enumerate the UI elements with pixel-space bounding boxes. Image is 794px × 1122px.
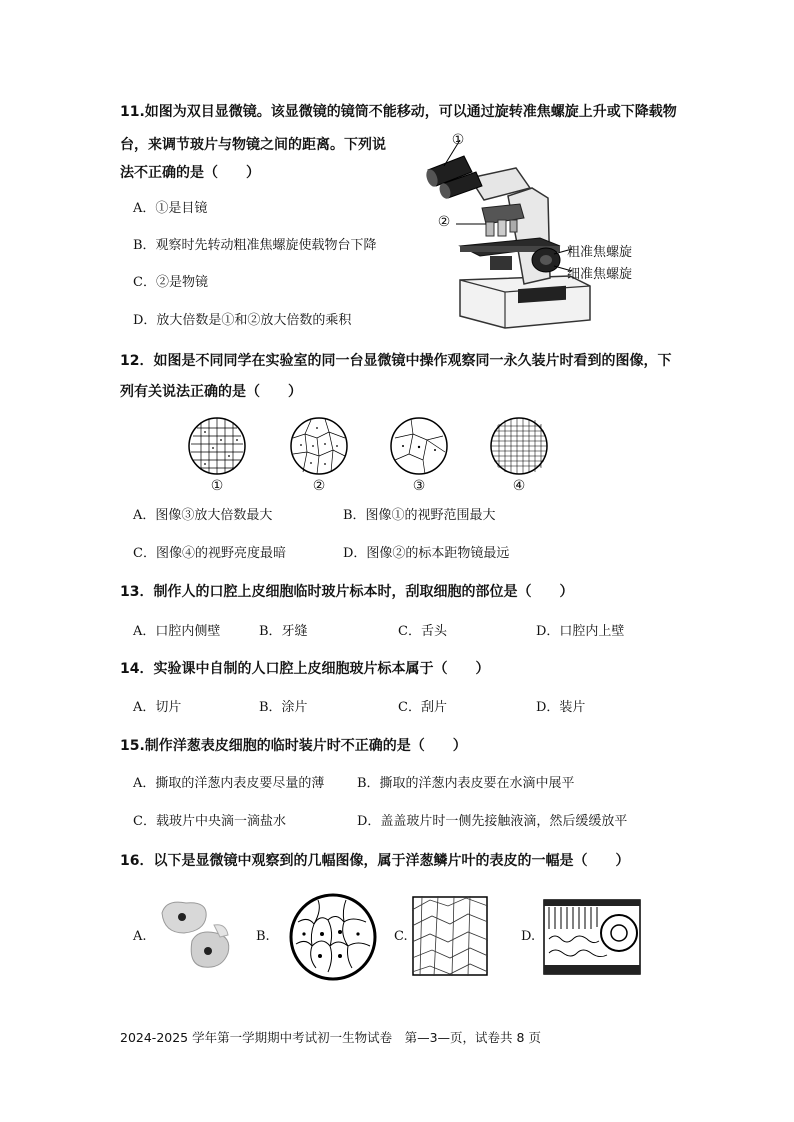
q12-option-d: D．图像②的标本距物镜最远 [343,546,510,561]
q13-option-d: D．口腔内上壁 [536,624,625,639]
view-3-label: ③ [412,478,426,494]
q16-option-c-label: C. [394,929,408,944]
q13-option-a: A．口腔内侧壁 [133,624,221,639]
q13-option-c: C．舌头 [398,624,447,639]
view-2-image [289,416,349,476]
q11-option-c: C．②是物镜 [133,275,208,290]
q12-option-c: C．图像④的视野亮度最暗 [133,546,286,561]
coarse-focus-label: 粗准焦螺旋 [567,245,633,260]
q11-stem-line1: 11.如图为双目显微镜。该显微镜的镜筒不能移动，可以通过旋转准焦螺旋上升或下降载物 [120,104,677,120]
q14-option-a: A．切片 [133,700,182,715]
microscope-label-2: ② [437,214,451,230]
q14-option-b: B．涂片 [259,700,308,715]
microscope-figure [420,128,650,333]
q11-option-a: A．①是目镜 [133,201,208,216]
option-d-leaf-section-image [543,899,641,975]
microscope-label-1: ① [451,132,465,148]
q16-option-b-label: B. [256,929,270,944]
option-c-onion-cells-image [412,896,488,976]
q15-option-a: A．撕取的洋葱内表皮要尽量的薄 [133,776,325,791]
q12-option-a: A．图像③放大倍数最大 [133,508,273,523]
q16-stem: 16．以下是显微镜中观察到的几幅图像，属于洋葱鳞片叶的表皮的一幅是（ ） [120,853,630,869]
q16-option-d-label: D. [521,929,536,944]
fine-focus-label: 细准焦螺旋 [567,267,633,282]
view-4-label: ④ [512,478,526,494]
q15-option-d: D．盖盖玻片时一侧先接触液滴，然后缓缓放平 [357,814,628,829]
q15-option-b: B．撕取的洋葱内表皮要在水滴中展平 [357,776,575,791]
q11-stem-line2: 台，来调节玻片与物镜之间的距离。下列说 [120,137,386,153]
option-a-cheek-cells-image [156,895,236,975]
q11-stem-line3: 法不正确的是（ ） [120,165,260,181]
view-2-label: ② [312,478,326,494]
q14-option-d: D．装片 [536,700,586,715]
q15-stem: 15.制作洋葱表皮细胞的临时装片时不正确的是（ ） [120,738,467,754]
q12-option-b: B．图像①的视野范围最大 [343,508,496,523]
q11-option-d: D．放大倍数是①和②放大倍数的乘积 [133,313,352,328]
q15-option-c: C．载玻片中央滴一滴盐水 [133,814,286,829]
view-3-image [389,416,449,476]
q11-option-b: B．观察时先转动粗准焦螺旋使载物台下降 [133,238,377,253]
q12-stem-line1: 12．如图是不同同学在实验室的同一台显微镜中操作观察同一永久装片时看到的图像，下 [120,353,672,369]
page-footer: 2024-2025 学年第一学期期中考试初一生物试卷 第—3—页，试卷共 8 页 [120,1030,541,1045]
q14-stem: 14．实验课中自制的人口腔上皮细胞玻片标本属于（ ） [120,661,490,677]
q13-option-b: B．牙缝 [259,624,308,639]
view-4-image [489,416,549,476]
q14-option-c: C．刮片 [398,700,447,715]
q12-stem-line2: 列有关说法正确的是（ ） [120,384,302,400]
view-1-image [187,416,247,476]
q16-option-a-label: A. [133,929,147,944]
q13-stem: 13．制作人的口腔上皮细胞临时玻片标本时，刮取细胞的部位是（ ） [120,584,574,600]
view-1-label: ① [210,478,224,494]
option-b-cells-image [288,892,378,982]
